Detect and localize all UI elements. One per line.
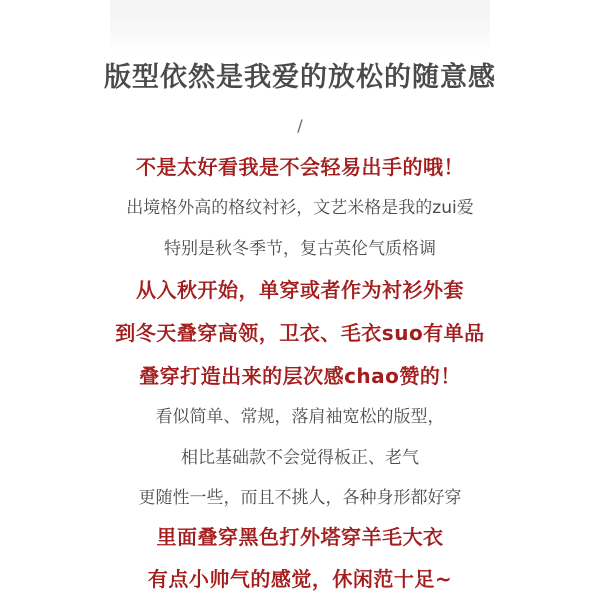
text-line: 相比基础款不会觉得板正、老气 — [181, 448, 419, 468]
text-line: 叠穿打造出来的层次感chao赞的！ — [139, 364, 461, 388]
text-line: 到冬天叠穿高领，卫衣、毛衣suo有单品 — [115, 321, 485, 345]
text-line: 出境格外高的格纹衬衫，文艺米格是我的zui爱 — [126, 198, 474, 218]
page-title: 版型依然是我爱的放松的随意感 — [104, 62, 496, 93]
text-line: 看似简单、常规，落肩袖宽松的版型， — [155, 407, 445, 427]
text-line: 里面叠穿黑色打外塔穿羊毛大衣 — [156, 525, 444, 549]
text-line: 更随性一些，而且不挑人，各种身形都好穿 — [138, 488, 462, 508]
text-line: 有点小帅气的感觉，休闲范十足~ — [147, 567, 453, 591]
text-line: 从入秋开始，单穿或者作为衬衫外套 — [136, 278, 464, 302]
text-line: 不是太好看我是不会轻易出手的哦！ — [136, 155, 464, 179]
separator: / — [297, 116, 303, 135]
text-line: 特别是秋冬季节，复古英伦气质格调 — [164, 239, 436, 259]
